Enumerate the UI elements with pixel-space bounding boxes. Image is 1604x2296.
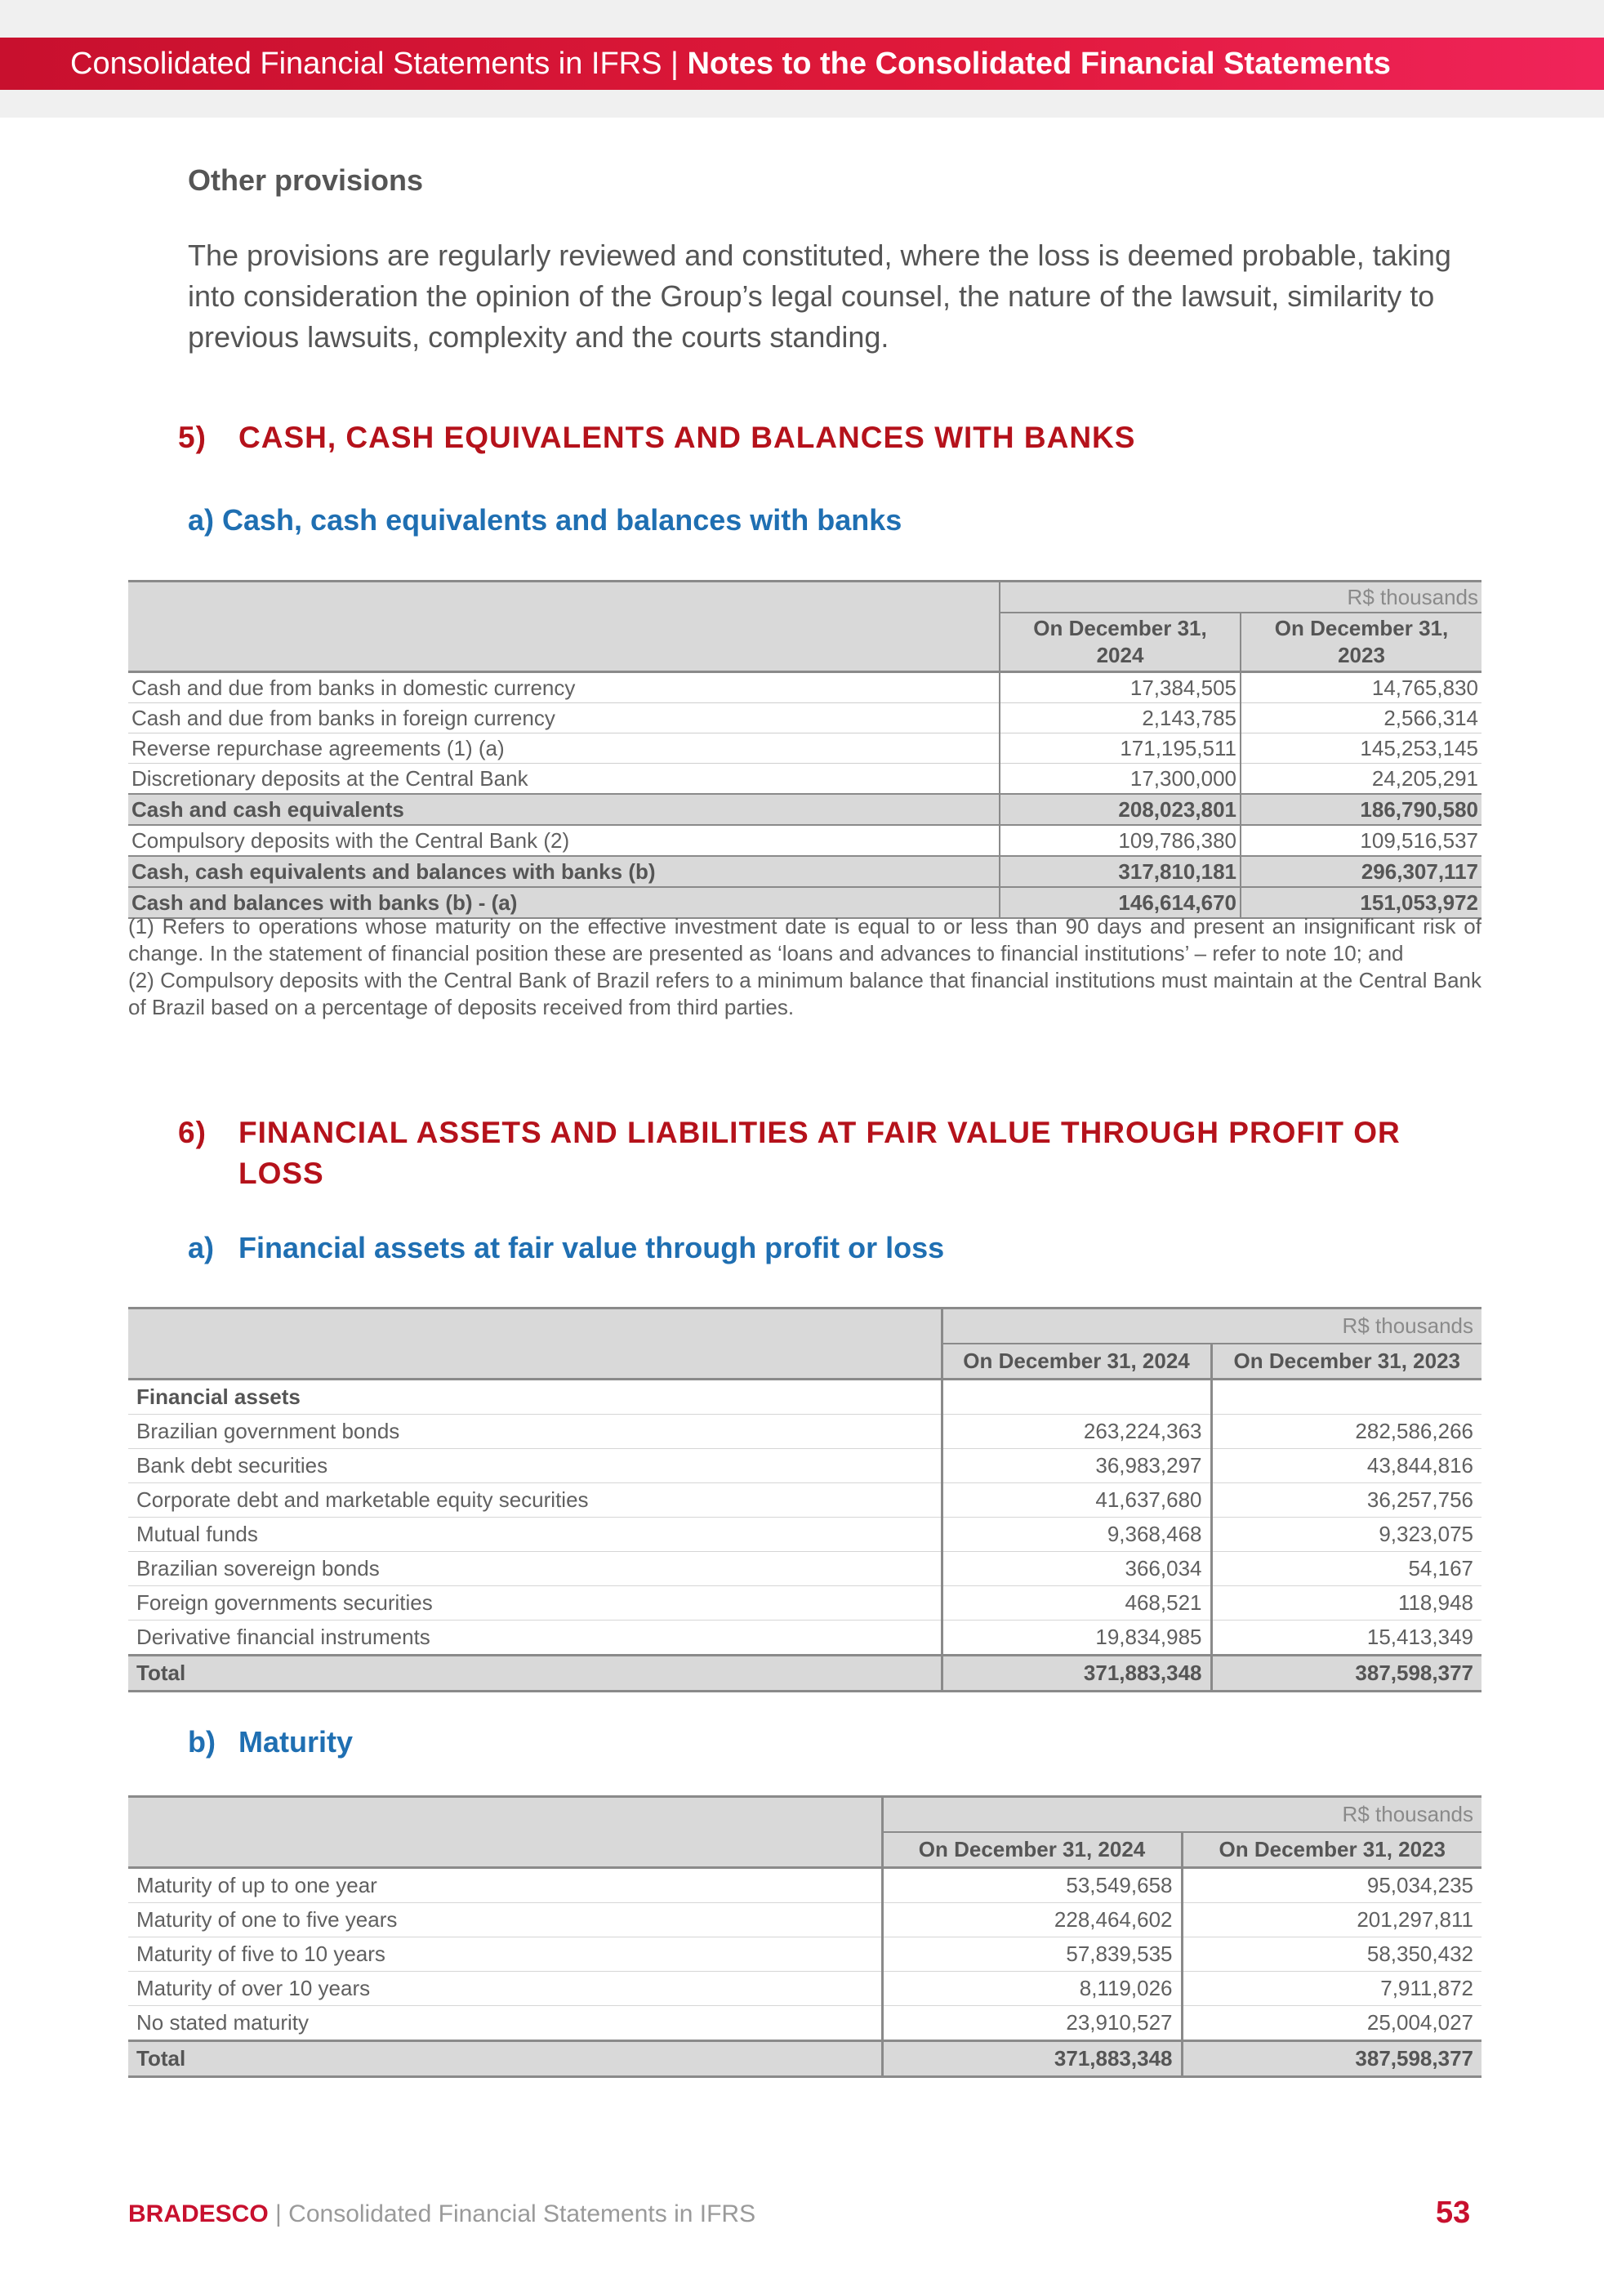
table-row [128,1972,1481,2006]
row-label: Corporate debt and marketable equity securities [128,1483,942,1518]
column-header-2024: On December 31, 2024 [882,1832,1182,1868]
unit-label: R$ thousands [942,1308,1481,1344]
section-6a-title: Financial assets at fair value through profit or loss [238,1231,945,1264]
column-header-2023: On December 31, 2023 [1182,1832,1481,1868]
header-blank [128,1797,882,1833]
row-label: Cash and due from banks in foreign currency [128,703,1000,733]
cash-equivalents-table [128,580,1481,919]
table-row [128,1552,1481,1586]
value-2023: 387,598,377 [1182,2041,1481,2077]
column-header-2024: On December 31, 2024 [942,1344,1211,1380]
value-2024: 17,300,000 [1000,764,1241,795]
row-label: Compulsory deposits with the Central Bank (2) [128,825,1000,856]
value-2023: 95,034,235 [1182,1868,1481,1903]
value-2024: 53,549,658 [882,1868,1182,1903]
total-row [128,2041,1481,2077]
table-row [128,1415,1481,1449]
other-provisions-heading: Other provisions [188,163,424,197]
section-6-heading [178,1112,1485,1194]
section-6a-number: a) [188,1231,215,1264]
value-2024: 366,034 [942,1552,1211,1586]
column-header-2024: On December 31, 2024 [1000,613,1241,672]
section-5-heading [178,421,1135,455]
table-footnotes [128,913,1481,1021]
row-label: Total [128,2041,882,2077]
column-header-2023: On December 31, 2023 [1241,613,1481,672]
header-blank [128,613,1000,672]
subtotal-row [128,856,1481,887]
value-2023: 24,205,291 [1241,764,1481,795]
value-2024: 371,883,348 [942,1656,1211,1692]
value-2024: 228,464,602 [882,1903,1182,1937]
empty-cell [1211,1380,1481,1415]
value-2023: 7,911,872 [1182,1972,1481,2006]
header-title-bold: Notes to the Consolidated Financial Statements [687,47,1391,81]
row-label: Cash and cash equivalents [128,794,1000,825]
table-row [128,1518,1481,1552]
table-row [128,1868,1481,1903]
table-row [128,764,1481,795]
top-margin [0,0,1604,38]
row-label: Discretionary deposits at the Central Bank [128,764,1000,795]
row-label: Cash and balances with banks (b) - (a) [128,887,1000,918]
row-label: Derivative financial instruments [128,1621,942,1656]
row-label: Reverse repurchase agreements (1) (a) [128,733,1000,764]
group-row [128,1380,1481,1415]
value-2023: 186,790,580 [1241,794,1481,825]
financial-assets-table [128,1307,1481,1692]
value-2024: 19,834,985 [942,1621,1211,1656]
table-row [128,1449,1481,1483]
value-2024: 36,983,297 [942,1449,1211,1483]
section-5-subheading: a) Cash, cash equivalents and balances with banks [188,503,902,537]
row-label: Total [128,1656,942,1692]
header-blank [128,582,1000,613]
row-label: No stated maturity [128,2006,882,2041]
unit-label: R$ thousands [882,1797,1481,1833]
section-5-number: 5) [178,421,207,454]
value-2024: 208,023,801 [1000,794,1241,825]
value-2023: 36,257,756 [1211,1483,1481,1518]
empty-cell [942,1380,1211,1415]
value-2023: 296,307,117 [1241,856,1481,887]
value-2023: 54,167 [1211,1552,1481,1586]
footer-brand: BRADESCO [128,2200,269,2227]
row-label: Mutual funds [128,1518,942,1552]
table-row [128,1586,1481,1621]
value-2023: 118,948 [1211,1586,1481,1621]
value-2024: 317,810,181 [1000,856,1241,887]
section-6-number: 6) [178,1116,207,1149]
table-row [128,703,1481,733]
value-2024: 57,839,535 [882,1937,1182,1972]
value-2024: 263,224,363 [942,1415,1211,1449]
table-row [128,1483,1481,1518]
section-6-title-line1: FINANCIAL ASSETS AND LIABILITIES AT FAIR VALUE THROUGH PROFIT OR [238,1116,1401,1149]
header-blank [128,1344,942,1380]
value-2024: 371,883,348 [882,2041,1182,2077]
value-2023: 201,297,811 [1182,1903,1481,1937]
total-row [128,1656,1481,1692]
page-number: 53 [1436,2196,1471,2230]
section-6a-subheading [188,1231,944,1265]
page-header-banner [0,38,1604,90]
footer-text: | Consolidated Financial Statements in IFRS [275,2200,756,2227]
row-label: Bank debt securities [128,1449,942,1483]
footer [128,2200,755,2228]
row-label: Foreign governments securities [128,1586,942,1621]
table-row [128,672,1481,703]
value-2024: 2,143,785 [1000,703,1241,733]
value-2023: 58,350,432 [1182,1937,1481,1972]
value-2023: 9,323,075 [1211,1518,1481,1552]
value-2023: 282,586,266 [1211,1415,1481,1449]
value-2024: 9,368,468 [942,1518,1211,1552]
value-2024: 8,119,026 [882,1972,1182,2006]
header-title-regular: Consolidated Financial Statements in IFRS | [70,47,679,81]
table-row [128,1903,1481,1937]
section-6b-subheading [188,1725,353,1759]
table-row [128,825,1481,856]
row-label: Cash, cash equivalents and balances with banks (b) [128,856,1000,887]
value-2024: 17,384,505 [1000,672,1241,703]
value-2023: 151,053,972 [1241,887,1481,918]
table-row [128,2006,1481,2041]
header-under-band [0,90,1604,118]
value-2024: 468,521 [942,1586,1211,1621]
value-2023: 2,566,314 [1241,703,1481,733]
section-6-title-line2: LOSS [238,1157,324,1190]
table-row [128,733,1481,764]
row-label: Maturity of up to one year [128,1868,882,1903]
row-label: Maturity of one to five years [128,1903,882,1937]
value-2023: 25,004,027 [1182,2006,1481,2041]
row-label: Maturity of over 10 years [128,1972,882,2006]
column-header-2023: On December 31, 2023 [1211,1344,1481,1380]
section-6b-title: Maturity [238,1725,354,1759]
row-label: Brazilian sovereign bonds [128,1552,942,1586]
row-label: Brazilian government bonds [128,1415,942,1449]
table-row [128,1937,1481,1972]
value-2023: 145,253,145 [1241,733,1481,764]
value-2023: 15,413,349 [1211,1621,1481,1656]
row-label: Cash and due from banks in domestic currency [128,672,1000,703]
value-2024: 41,637,680 [942,1483,1211,1518]
section-5-title: CASH, CASH EQUIVALENTS AND BALANCES WITH BANKS [238,421,1136,454]
maturity-table [128,1795,1481,2078]
unit-label: R$ thousands [1000,582,1481,613]
footnote-1: (1) Refers to operations whose maturity on the effective investment date is equal to or less than 90 days and present an insignificant risk of change. In the statement of financial position these are presented as ‘loans and advances to financial institutions’ – refer to note 10; and [128,914,1481,965]
value-2024: 146,614,670 [1000,887,1241,918]
group-label: Financial assets [128,1380,942,1415]
table-row [128,1621,1481,1656]
header-blank [128,1832,882,1868]
value-2023: 43,844,816 [1211,1449,1481,1483]
row-label: Maturity of five to 10 years [128,1937,882,1972]
value-2024: 109,786,380 [1000,825,1241,856]
value-2024: 23,910,527 [882,2006,1182,2041]
value-2024: 171,195,511 [1000,733,1241,764]
other-provisions-paragraph: The provisions are regularly reviewed and constituted, where the loss is deemed probable, taking into consideration the opinion of the Group’s legal counsel, the nature of the lawsuit, similarity to previous lawsuits, complexity and the courts standing. [188,239,1451,354]
subtotal-row [128,794,1481,825]
value-2023: 14,765,830 [1241,672,1481,703]
value-2023: 387,598,377 [1211,1656,1481,1692]
value-2023: 109,516,537 [1241,825,1481,856]
header-blank [128,1308,942,1344]
footnote-2: (2) Compulsory deposits with the Central Bank of Brazil refers to a minimum balance that financial institutions must maintain at the Central Bank of Brazil based on a percentage of deposits received from third parties. [128,968,1481,1019]
section-6b-number: b) [188,1725,216,1759]
